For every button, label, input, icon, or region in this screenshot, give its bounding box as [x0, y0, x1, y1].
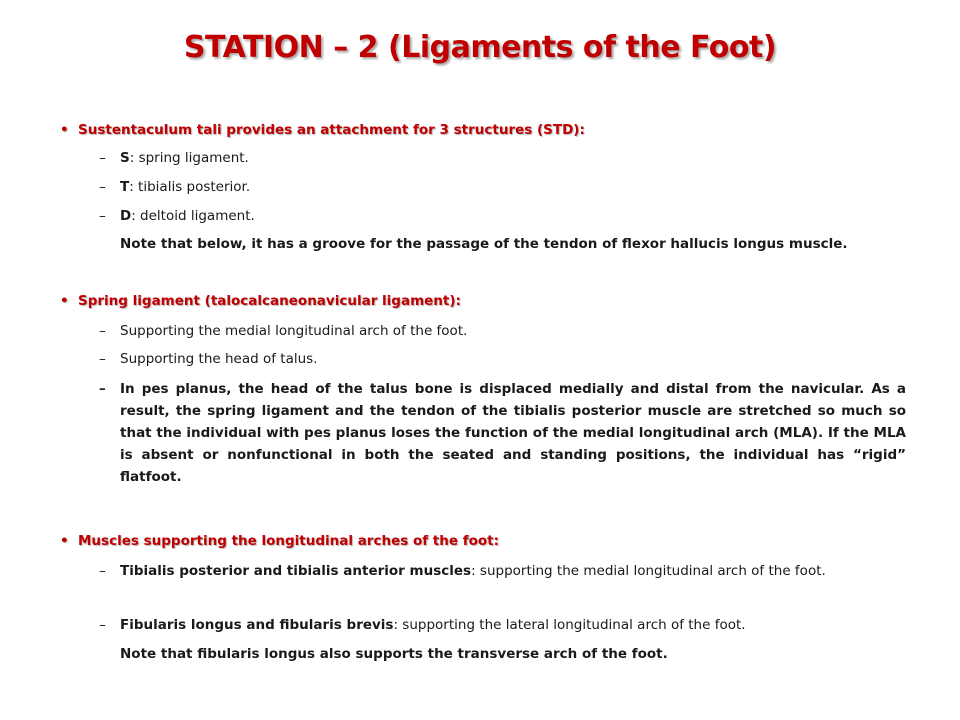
item-text: : supporting the medial longitudinal arch of the foot. — [471, 563, 826, 579]
list-item — [99, 147, 906, 169]
item-key: T — [120, 179, 130, 195]
list-item — [99, 614, 906, 636]
dash-icon: – — [99, 351, 106, 367]
list-item — [99, 205, 906, 227]
section-heading-text: Spring ligament (talocalcaneonavicular ligament): — [78, 293, 461, 309]
slide-title: STATION – 2 (Ligaments of the Foot) — [183, 30, 777, 65]
section-note: Note that below, it has a groove for the passage of the tendon of flexor hallucis longus muscle. — [120, 236, 848, 252]
dash-icon: – — [99, 323, 106, 339]
bullet-icon: • — [60, 533, 69, 549]
section-heading-muscles — [60, 533, 500, 549]
item-text: : deltoid ligament. — [131, 208, 255, 224]
list-item — [99, 348, 906, 370]
dash-icon: – — [99, 381, 106, 397]
item-key: Tibialis posterior and tibialis anterior muscles — [120, 563, 472, 579]
item-text: : supporting the lateral longitudinal arch of the foot. — [393, 617, 746, 633]
bullet-icon: • — [60, 122, 69, 138]
dash-icon: – — [99, 208, 106, 224]
list-item — [99, 378, 906, 488]
list-item — [99, 560, 906, 582]
dash-icon: – — [99, 563, 106, 579]
section-heading-sustentaculum — [60, 122, 585, 138]
item-text: In pes planus, the head of the talus bone is displaced medially and distal from the navicular. As a result, the spring ligament and the tendon of the tibialis posterior muscle are stretched so much so that the individual with pes planus loses the function of the medial longitudinal arch (MLA). If the MLA is absent or nonfunctional in both the seated and standing positions, the individual has “rigid” flatfoot. — [120, 381, 906, 485]
item-key: D — [120, 208, 132, 224]
dash-icon: – — [99, 150, 106, 166]
bullet-icon: • — [60, 293, 69, 309]
dash-icon: – — [99, 179, 106, 195]
item-key: S — [120, 150, 130, 166]
section-note: Note that fibularis longus also supports the transverse arch of the foot. — [120, 646, 668, 662]
dash-icon: – — [99, 617, 106, 633]
section-heading-text: Sustentaculum tali provides an attachment for 3 structures (STD): — [78, 122, 585, 138]
list-item — [99, 320, 906, 342]
item-text: : tibialis posterior. — [129, 179, 251, 195]
item-text: Supporting the medial longitudinal arch of the foot. — [120, 323, 468, 339]
item-text: Supporting the head of talus. — [120, 351, 318, 367]
item-text: : spring ligament. — [129, 150, 249, 166]
section-heading-text: Muscles supporting the longitudinal arches of the foot: — [78, 533, 500, 549]
item-key: Fibularis longus and fibularis brevis — [120, 617, 394, 633]
section-heading-spring-ligament — [60, 293, 461, 309]
list-item — [99, 176, 906, 198]
